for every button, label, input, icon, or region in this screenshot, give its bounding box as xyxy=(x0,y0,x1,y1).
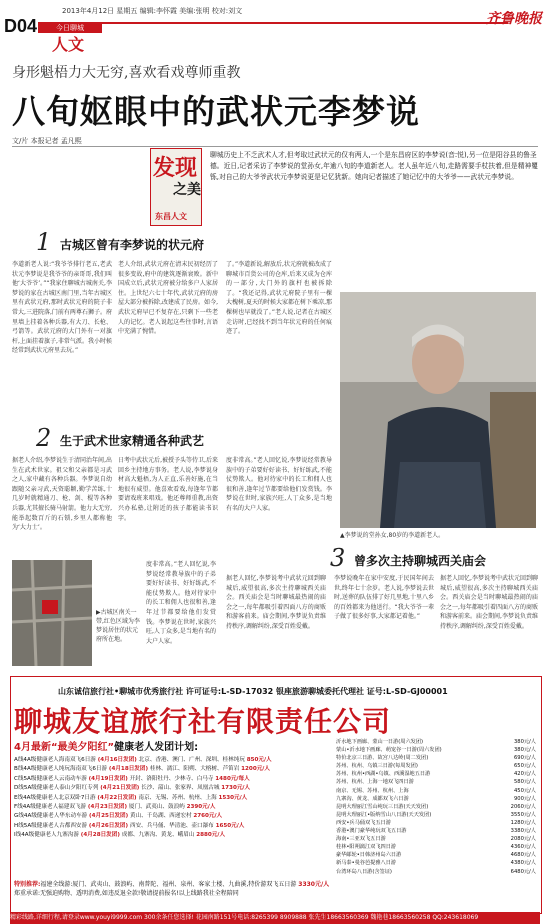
body-column: 据老人回忆,李梦说考中武状元回到聊城后,威望很高,多次主持聊城西关庙会。西关庙会是当时聊城最热闹的庙会之一,每年都吸引着四面八方的商贩和游客前来。庙会期间,李梦说负责维持秩序,调解纠纷,深受百姓爱戴。 xyxy=(226,575,326,630)
body-column: 老人介绍,武状元府在清末民初经历了很多变故,府中的建筑逐渐衰败。新中国成立后,武状元府被分给多户人家居住。上世纪六七十年代,武状元府的房屋大部分被拆除,改建成了民房。如今,武状元府早已不复存在,只剩下一些老人的记忆。老人说起这些往事时,言语中充满了惋惜。 xyxy=(118,261,218,336)
route-list-right xyxy=(336,738,536,876)
section-number: 3 xyxy=(330,544,346,572)
map-caption: ▶古城区南关一带,红色区域为李梦说居住的状元府所在地。 xyxy=(96,609,140,643)
route-row: F线4A级健康老人福建双飞游 (4月23日发团) 厦门、武夷山、鼓浪屿 2390元/人 xyxy=(14,803,216,810)
ad-subtitle xyxy=(14,738,198,753)
article-lead: 聊城历史上不乏武术人才,但考取过武状元的仅有两人,一个是东昌府区的李梦说(音:悦),另一位是阳谷县的鲁圣德。近日,记者采访了李梦说的堂孙女,年逾八旬的李道新老人。老人虽年近八旬,走路需要手杖扶着,但是精神矍铄,对自己的大爷爷武状元李梦说更是记忆犹新。她向记者描述了她记忆中的大爷爷——武状元李梦说。 xyxy=(210,151,539,181)
route-row: I线4A级健康老人九寨沟游 (4月28日发团) 成都、九寨沟、黄龙、峨眉山 2880元/人 xyxy=(14,832,226,839)
section-title-text: 生于武术世家精通各种武艺 xyxy=(60,434,205,448)
route-row: 蒙山•沂水地下画廊、萌宠谷一日游(周六发团) 380元/人 xyxy=(336,747,536,754)
photo-caption: ▲李梦说的堂孙女,80岁的李道新老人。 xyxy=(340,532,445,539)
route-row: B线4A级健康老人纯玩海南双飞6日游 (4月18日发团) 桂林、漓江、阳朔、大榕树、芦笛岩 1200元/人 xyxy=(14,766,270,773)
section-heading-3 xyxy=(330,544,540,574)
article-headline: 八旬妪眼中的武状元李梦说 xyxy=(12,92,420,131)
body-column: 李梦说晚年在家中安度,于民国年间去世,终年七十余岁。老人说,李梦说去世时,送葬的队伍排了好几里地,十里八乡的百姓都来为他送行。“我大爷爷一辈子做了很多好事,大家都记着他。” xyxy=(334,575,434,621)
route-row: G线4A级健康老人华东动车游 (4月25日发团) 黄山、千岛湖、西递宏村 2760元/人 xyxy=(14,813,223,820)
map-image xyxy=(12,560,92,666)
route-row: C线5A级健康老人云南动车游 (4月19日发团) 开封、洛阳牡丹、少林寺、白马寺 1480元/每人 xyxy=(14,775,250,782)
body-column: 李道新老人说:“我爷爷排行老五,老武状元李梦说是我爷爷的亲哥哥,我们叫他‘大爷爷’。”“我家住聊城古城南关,李梦说的家在古城区南门里,当年古城区里有武状元府,那时武状元府的院子非常大,三进院落,门前有两尊石狮子。府里墙上挂着各种兵器,有大刀、长枪、弓箭等。武状元府的大门外有一对旗杆,上面挂着旗子,非常气派。我小时候经常到武状元府里去玩。” xyxy=(12,261,112,355)
route-row: 九寨沟、黄龙、成都双飞六日游 900元/人 xyxy=(336,795,536,802)
section-number: 1 xyxy=(36,228,52,256)
section-title-text: 曾多次主持聊城西关庙会 xyxy=(354,554,487,568)
route-row: 海南•三亚双飞五日游 2080元/人 xyxy=(336,836,536,843)
header-rule xyxy=(38,22,508,24)
route-row: 西安•兵马俑双飞五日游 1280元/人 xyxy=(336,819,536,826)
route-row: 苏州、杭州、上海一地双飞四日游 580元/人 xyxy=(336,779,536,786)
body-column: 了。”李道新说,解放后,状元府就被改成了聊城市百货公司的仓库,后来又成为仓库的一部分,大门外的旗杆也被拆除了。“我还记得,武状元府院子里有一棵大槐树,夏天的时候大家都在树下乘凉,那棵树也早就没了。”老人说,记者在古城区走访时,已经找不到当年状元府的任何痕迹了。 xyxy=(226,261,332,336)
article-subhead: 身形魁梧力大无穷,喜欢看戏尊师重教 xyxy=(12,65,241,81)
portrait-photo xyxy=(340,292,536,528)
ad-subtitle-highlight: “最美夕阳红” xyxy=(50,742,115,753)
section-number: 2 xyxy=(36,424,52,452)
special-line-2: 郑重承诺:无强迫购物、透明消费,如违反退全款!敬请提前报名!以上线路我社全程陪同 xyxy=(14,890,239,897)
route-row: 新马泰•曼谷芭提雅八日游 4380元/人 xyxy=(336,860,536,867)
route-list xyxy=(14,756,334,841)
route-row: 桂林•阳朔漓江双飞四日游 4360元/人 xyxy=(336,844,536,851)
seal-mid: 之美 xyxy=(173,182,201,198)
seal-big: 发现 xyxy=(153,155,198,181)
ad-special xyxy=(14,880,334,898)
route-row: 沂水地下画廊、蒙山一日游(周六发团) 380元/人 xyxy=(336,739,536,745)
route-row: 特价北京三日游、故宫八达岭(周二发团) 690元/人 xyxy=(336,755,536,762)
section-tab: 今日聊城 xyxy=(38,23,102,33)
route-row: 昆明大理丽江•版纳雪山八日游(天天发团) 3550元/人 xyxy=(336,811,536,818)
ad-title: 聊城友谊旅行社有限责任公司 xyxy=(14,705,392,738)
map-photo xyxy=(12,560,92,666)
body-column: 日考中武状元后,被授予头等侍卫,后来回乡主持地方事务。老人说,李梦说身材高大魁梧,为人正直,乐善好施,在当地很有威望。他喜欢看戏,每逢年节都要请戏班来唱戏。他还尊师重教,出资兴办私塾,让附近的孩子都能读书识字。 xyxy=(118,457,218,522)
route-row: 豪华邮轮•日韩济州岛六日游 4680元/人 xyxy=(336,852,536,859)
divider xyxy=(12,146,538,147)
ad-subtitle-suffix: 健康老人发团计划: xyxy=(114,742,199,753)
route-row: 苏州、杭州•西湖•乌镇、西溪湿地五日游 420元/人 xyxy=(336,771,536,778)
body-column: 度非常高。”老人回忆说,李梦说经常教导族中的子弟要好好读书、好好练武,不能仗势欺人。他对待家中的长工和佣人也很和善,逢年过节都要给他们发赏钱。李梦说在世时,家族兴旺,人丁众多,是当地有名的大户人家。 xyxy=(146,561,216,645)
ad-footer: 精彩线路,详细行程,请登录www.youyi9999.com 300余条任您选择! 花园南路151号电话:8265399 8909888 张先生18663560369 魏艳巷18663560258 QQ:243618069 xyxy=(10,912,540,924)
column-seal xyxy=(150,148,202,226)
body-column: 据老人介绍,李梦说生于清同治年间,出生在武术世家。祖父和父亲都是习武之人,家中藏有各种兵器。李梦说自幼跟随父亲习武,天资聪颖,勤学苦练,十几岁时就精通刀、枪、剑、棍等各种兵器,尤其擅长骑马射箭。他力大无穷,能举起数百斤的石锁,乡里人都称他为‘大力士’。 xyxy=(12,457,112,532)
route-row: 南京、无锡、苏州、杭州、上海 450元/人 xyxy=(336,787,536,794)
body-column: 据老人回忆,李梦说考中武状元回到聊城后,威望很高,多次主持聊城西关庙会。西关庙会是当时聊城最热闹的庙会之一,每年都吸引着四面八方的商贩和游客前来。庙会期间,李梦说负责维持秩序,调解纠纷,深受百姓爱戴。 xyxy=(440,575,538,630)
portrait-image xyxy=(340,292,536,528)
special-line-1: 特别推荐:福建全线游:厦门、武夷山、鼓浪屿、南普陀、福州、泉州、客家土楼、九曲溪,特价游双飞五日游 3330元/人 xyxy=(14,881,330,888)
route-row: 昆明大理丽江雪山纯玩三日游(天天发团) 2060元/人 xyxy=(336,803,536,810)
ad-subtitle-prefix: 4月最新 xyxy=(14,742,51,753)
paper-logo: 齐鲁晚报 xyxy=(486,11,542,27)
byline: 文/片 本报记者 孟凡熙 xyxy=(12,137,82,145)
body-column: 度非常高。”老人回忆说,李梦说经常教导族中的子弟要好好读书、好好练武,不能仗势欺人。他对待家中的长工和佣人也很和善,逢年过节都要给他们发赏钱。李梦说在世时,家族兴旺,人丁众多,是当地有名的大户人家。 xyxy=(226,457,332,512)
route-row: D线5A级健康老人泰山夕阳红专列 (4月21日发团) 长沙、韶山、张家界、凤凰古城 1730元/人 xyxy=(14,785,251,792)
ad-license-line: 山东诚信旅行社•聊城市优秀旅行社 许可证号:L-SD-17032 银座旅游聊城委托代理社 证号:L-SD-GJ00001 xyxy=(58,687,448,696)
route-row: 苏州、杭州、乌镇三日游(每周发团) 650元/人 xyxy=(336,763,536,770)
issue-meta: 2013年4月12日 星期五 编辑:李怀霞 美编:张明 校对:刘文 xyxy=(62,7,243,15)
section-title-text: 古城区曾有李梦说的状元府 xyxy=(60,238,205,252)
section-heading-2 xyxy=(36,424,336,454)
route-row: E线4A级健康老人北京双卧7日游 (4月22日发团) 南京、无锡、苏州、杭州、上海 1530元/人 xyxy=(14,794,248,801)
section-heading-1 xyxy=(36,228,336,258)
route-row: 台湾环岛八日游(含签证) 6480元/人 xyxy=(336,868,536,875)
page-number: D04 xyxy=(4,16,38,36)
route-row: 香港•澳门豪华纯玩双飞五日游 3380元/人 xyxy=(336,828,536,835)
section-title: 人文 xyxy=(52,35,85,54)
seal-small: 东昌人文 xyxy=(155,211,187,221)
route-row: A线4A级健康老人海南双飞6日游 (4月16日发团) 北京、香港、澳门、广州、深圳、桂林纯玩 850元/人 xyxy=(14,757,272,763)
route-row: H线5A级健康老人古都西安游 (4月26日发团) 西安、兵马俑、华清池、壶口瀑布 1650元/人 xyxy=(14,822,245,829)
